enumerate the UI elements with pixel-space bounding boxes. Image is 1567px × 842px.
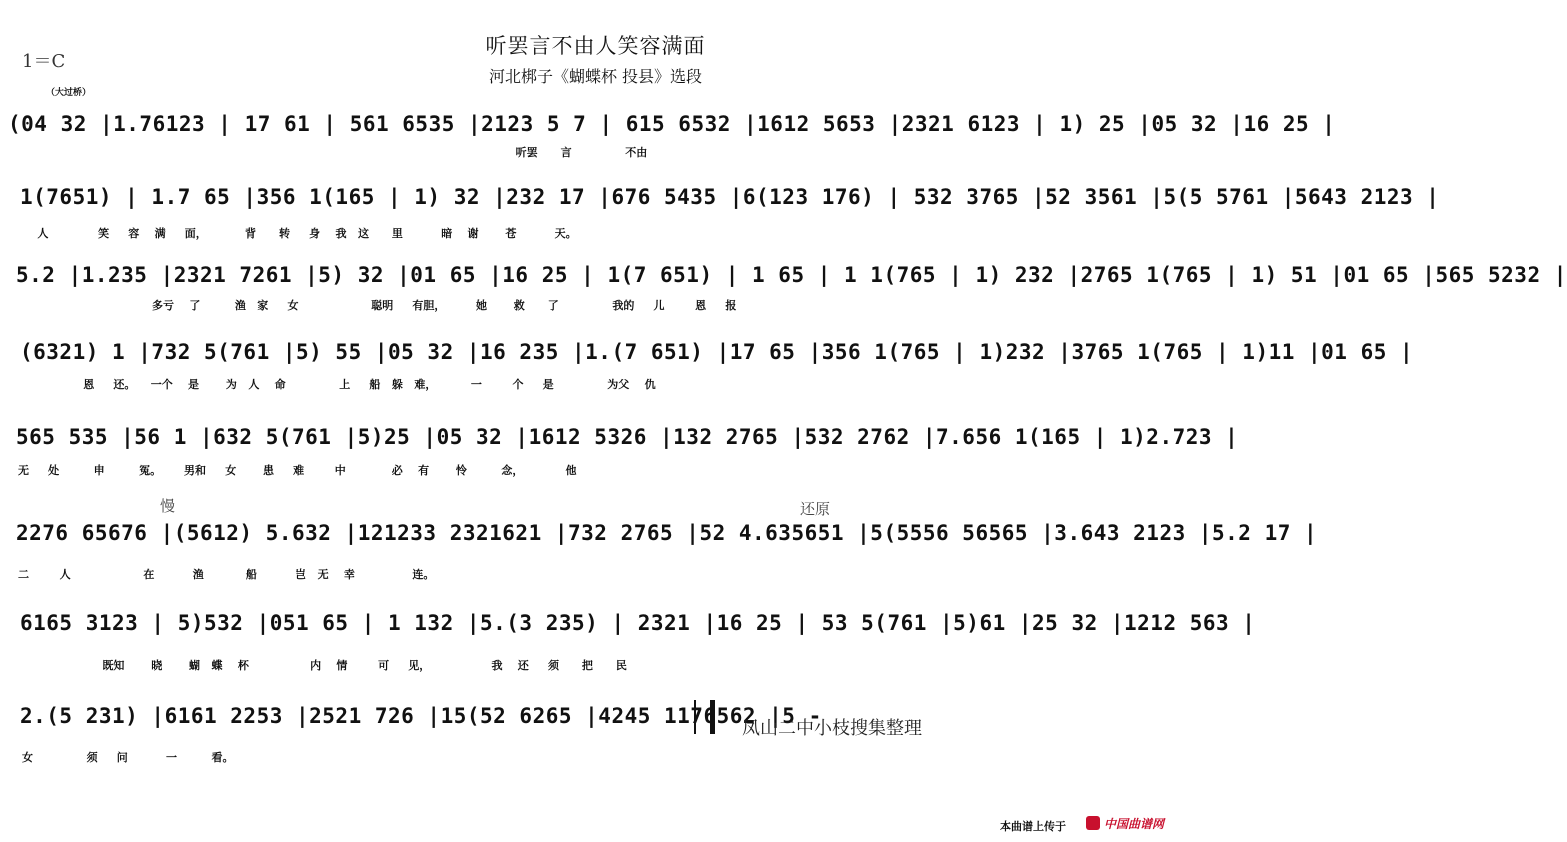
notation-line: 6165 3123 | 5)532 |051 65 | 1 132 |5.(3 235) | 2321 |16 25 | 53 5(761 |5)61 |25 32 |1212 563 | [20, 611, 1256, 635]
notation-line: 1(7651) | 1.7 65 |356 1(165 | 1) 32 |232 17 |676 5435 |6(123 176) | 532 3765 |52 3561 |5(5 5761 |5643 2123 | [20, 185, 1440, 209]
score-title: 听罢言不由人笑容满面 [485, 34, 706, 58]
notation-line: 565 535 |56 1 |632 5(761 |5)25 |05 32 |1612 5326 |132 2765 |532 2762 |7.656 1(165 | 1)2.723 | [16, 425, 1239, 449]
score-row-2 [0, 185, 1440, 263]
lyrics-line: 多亏 了 渔 家 女 聪明 有胆， 她 救 了 我的 儿 恩 报 [18, 299, 737, 312]
score-row-1 [0, 112, 1336, 190]
notation-line: 5.2 |1.235 |2321 7261 |5) 32 |01 65 |16 25 | 1(7 651) | 1 65 | 1 1(765 | 1) 232 |2765 1(765 | 1) 51 |01 65 |565 5232 | [16, 263, 1567, 287]
score-row-5 [0, 425, 1239, 503]
lyrics-line: 女 须 问 一 看。 [22, 751, 234, 764]
collector-credit: 凤山二中小枝搜集整理 [742, 718, 922, 739]
score-subtitle: 河北梆子《蝴蝶杯 投县》选段 [488, 67, 703, 86]
notation-line: (04 32 |1.76123 | 17 61 | 561 6535 |2123 5 7 | 615 6532 |1612 5653 |2321 6123 | 1) 25 |05 32 |16 25 | [8, 112, 1336, 136]
score-row-6 [0, 521, 1318, 599]
site-logo[interactable] [1086, 815, 1178, 831]
tempo-slow-marking: 慢 [160, 497, 176, 515]
site-logo-icon [1086, 816, 1100, 830]
notation-line: 2276 65676 |(5612) 5.632 |121233 2321621 |732 2765 |52 4.635651 |5(5556 56565 |3.643 2123 |5.2 17 | [16, 521, 1318, 545]
final-barline [694, 700, 715, 734]
lyrics-line: 无 处 申 冤。 男和 女 患 难 中 必 有 怜 念， 他 [18, 464, 577, 477]
intro-marking: （大过桥） [46, 88, 92, 98]
score-row-4 [0, 340, 1414, 418]
score-row-8 [0, 704, 1191, 782]
notation-line: 2.(5 231) |6161 2253 |2521 726 |15(52 6265 |4245 1176562 |5 - [20, 704, 822, 728]
score-row-3 [0, 263, 1567, 341]
notation-line: (6321) 1 |732 5(761 |5) 55 |05 32 |16 235 |1.(7 651) |17 65 |356 1(765 | 1)232 |3765 1(765 | 1)11 |01 65 | [20, 340, 1414, 364]
lyrics-line: 听罢 言 不由 [14, 146, 648, 159]
score-row-7 [0, 611, 1256, 689]
key-signature: 1＝C [22, 51, 66, 72]
tempo-restore-marking: 还原 [800, 500, 831, 518]
upload-note: 本曲谱上传于 [1000, 820, 1066, 833]
lyrics-line: 既知 晓 蝴 蝶 杯 内 情 可 见， 我 还 须 把 民 [22, 659, 627, 672]
site-logo-name: 中国曲谱网 [1104, 817, 1165, 831]
lyrics-line: 人 笑 容 满 面， 背 转 身 我 这 里 暗 谢 苍 天。 [22, 227, 577, 240]
lyrics-line: 恩 还。 一个 是 为 人 命 上 船 躲 难， 一 个 是 为父 仇 [22, 378, 656, 391]
lyrics-line: 二 人 在 渔 船 岂 无 幸 连。 [18, 568, 435, 581]
